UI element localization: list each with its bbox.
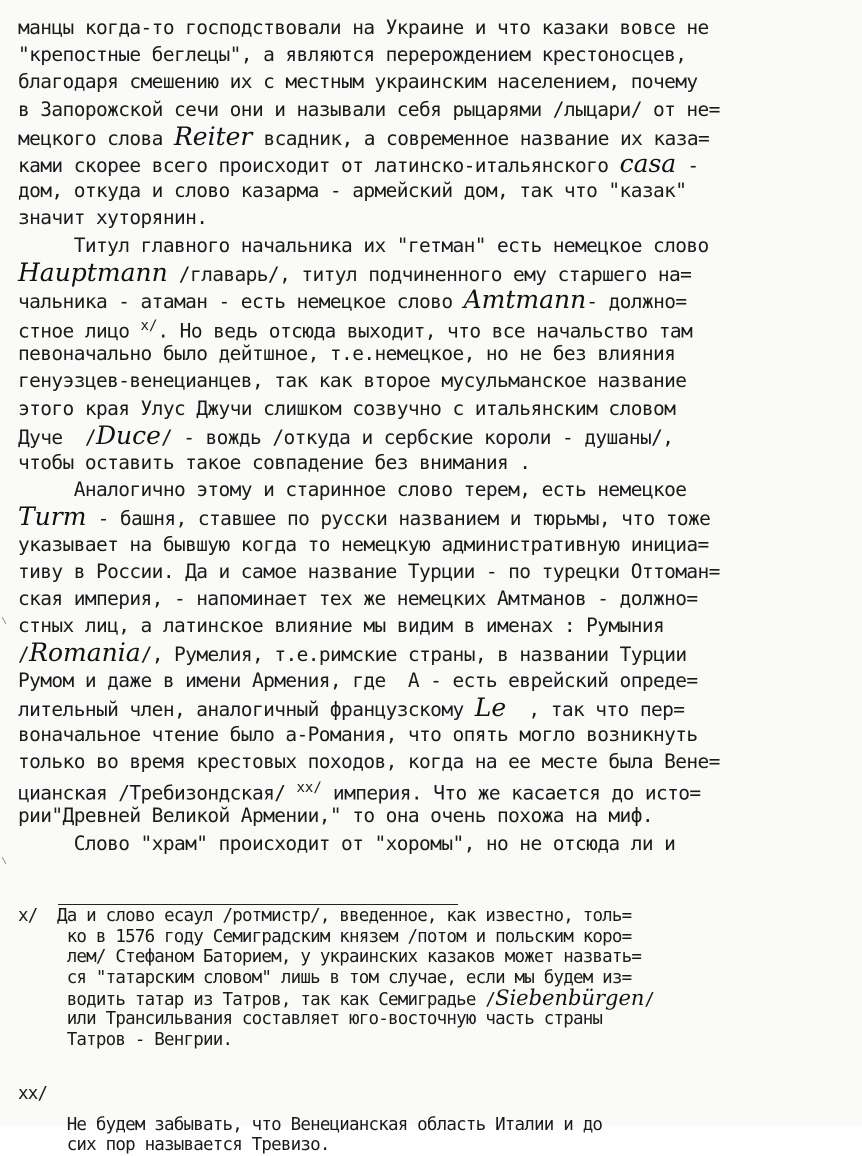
line-text: благодаря смешению их с местным украинским населением, почему (18, 70, 698, 94)
margin-mark (2, 617, 7, 624)
line-text: - (676, 153, 699, 177)
line-text: тиву в России. Да и самое название Турции - по турецки Оттоман= (18, 559, 720, 583)
footnote-text: сих пор называется Тревизо. (66, 1135, 330, 1156)
line-text: стное лицо (18, 319, 141, 343)
handwritten-word: Reiter (173, 121, 253, 151)
text-line (18, 204, 848, 231)
line-text: стных лиц, а латинское влияние мы видим в именах : Румыния (18, 614, 665, 638)
line-text: Румом и даже в имени Армения, где А - есть еврейский опреде= (18, 668, 698, 692)
text-line (18, 667, 848, 694)
footnote-marker: хх/ (296, 780, 322, 797)
line-text: - башня, ставшее по русски названием и тюрьмы, что тоже (86, 507, 711, 531)
line-text: манцы когда-то господствовали на Украине и что казаки вовсе не (18, 16, 709, 39)
footnote-line (18, 1009, 848, 1030)
footnote-text: Татров - Венгрии. (66, 1029, 233, 1050)
text-line (18, 313, 848, 343)
margin-mark (2, 857, 7, 864)
footnote-text: / (644, 990, 655, 1011)
text-line (18, 830, 848, 857)
footnote-text: лем/ Стефаном Баторием, у украинских казаков может назвать= (66, 947, 642, 968)
line-text: ская империя, - напоминает тех же немецких Амтманов - должно= (18, 586, 698, 610)
line-text: только во время крестовых походов, когда на ее месте была Вене= (18, 750, 720, 774)
handwritten-word: Romania (29, 638, 141, 668)
text-line (18, 748, 848, 775)
text-line (18, 612, 848, 639)
line-text: империя. Что же касается до исто= (321, 781, 701, 805)
footnote-text: водить татар из Татров, так как Семиградье / (66, 990, 496, 1011)
line-text: / (18, 643, 30, 667)
text-line (18, 395, 848, 422)
main-text (18, 14, 848, 857)
footnote-line (18, 1084, 848, 1105)
line-text: чальника - атаман - есть немецкое слово (18, 289, 464, 313)
text-line (18, 775, 848, 805)
footnote-line (18, 1135, 848, 1156)
footnote-text: Не будем забывать, что Венецианская область Италии и до (66, 1114, 603, 1135)
footnote-marker: хх/ (18, 1084, 48, 1105)
line-text: лительный член, аналогичный французскому (18, 697, 475, 721)
line-text: Титул главного начальника их "гетман" есть немецкое слово (18, 233, 709, 257)
text-line (18, 68, 848, 95)
line-text: рии"Древней Великой Армении," то она очень похожа на миф. (18, 804, 653, 828)
footnote-line (18, 988, 848, 1009)
text-line (18, 150, 848, 177)
footnote-line (18, 1030, 848, 1051)
text-line (18, 531, 848, 558)
line-text: , так что пер= (506, 697, 685, 721)
line-text: - должно= (586, 289, 687, 313)
text-line (18, 41, 848, 68)
text-line (18, 503, 848, 530)
line-text: Слово "храм" происходит от "хоромы", но не отсюда ли и (18, 831, 676, 855)
handwritten-word: Hauptmann (18, 257, 168, 287)
line-text: Аналогично этому и старинное слово терем, есть немецкое (18, 478, 687, 502)
line-text: / - вождь /откуда и сербские короли - душаны/, (160, 425, 674, 449)
footnote-text: Да и слово есаул /ротмистр/, введенное, как известно, толь= (56, 906, 632, 926)
line-text: указывает на бывшую когда то немецкую административную инициа= (18, 532, 709, 556)
text-line (18, 96, 848, 123)
line-text: всадник, а современное название их каза= (252, 126, 710, 150)
line-text: в Запорожской сечи они и называли себя рыцарями /лыцари/ от не= (18, 97, 720, 121)
line-text: этого края Улус Джучи слишком созвучно с итальянским словом (18, 396, 676, 420)
text-line (18, 802, 848, 829)
handwritten-word: casa (619, 148, 677, 178)
handwritten-word: Turm (18, 502, 87, 532)
line-text: . Но ведь отсюда выходит, что все начальство там (157, 319, 693, 343)
footnote-spacer (18, 1050, 848, 1084)
line-text: генуэзцев-венецианцев, так как второе мусульманское название (18, 369, 687, 393)
footnote-marker: х/ (140, 318, 158, 335)
text-line (18, 476, 848, 503)
text-line (18, 259, 848, 286)
text-line (18, 449, 848, 476)
footnote-line (18, 947, 848, 968)
footnote-rule (58, 904, 458, 905)
text-line (18, 286, 848, 313)
line-text: дом, откуда и слово казарма - армейский дом, так что "казак" (18, 179, 687, 203)
footnote-line (18, 927, 848, 948)
handwritten-word: Le (474, 692, 507, 722)
text-line (18, 558, 848, 585)
text-line (18, 585, 848, 612)
line-text: чтобы оставить такое совпадение без внимания . (18, 451, 531, 474)
footnote-marker: х/ (18, 906, 38, 926)
text-line (18, 232, 848, 259)
text-line (18, 721, 848, 748)
text-line (18, 694, 848, 721)
line-text: значит хуторянин. (18, 206, 208, 230)
line-text: ками скорее всего происходит от латинско-итальянского (18, 153, 620, 177)
footnote-text: ко в 1576 году Семиградским князем /потом и польским коро= (66, 926, 632, 947)
handwritten-word: Siebenbürgen (495, 986, 645, 1011)
handwritten-word: Amtmann (463, 284, 587, 314)
line-text: /главарь/, титул подчиненного ему старшего на= (167, 262, 692, 286)
footnote-line (18, 968, 848, 989)
line-text: "крепостные беглецы", а являются перерождением крестоносцев, (18, 43, 687, 67)
line-text: цианская /Требизондская/ (18, 781, 297, 805)
line-text: певоначально было дейтшное, т.е.немецкое, но не без влияния (18, 342, 676, 366)
line-text: Дуче / (18, 425, 96, 449)
footnote-spacer (18, 1105, 848, 1115)
handwritten-word: Duce (95, 420, 161, 450)
text-line (18, 367, 848, 394)
footnote-line (18, 906, 848, 927)
text-line (18, 340, 848, 367)
line-text: воначальное чтение было а-Романия, что опять могло возникнуть (18, 722, 698, 746)
line-text: мецкого слова (18, 126, 174, 150)
text-line (18, 177, 848, 204)
line-text: /, Румелия, т.е.римские страны, в названии Турции (140, 643, 687, 667)
text-line (18, 422, 848, 449)
footnotes (18, 906, 848, 1156)
text-line (18, 639, 848, 666)
footnote-line (18, 1115, 848, 1136)
text-line (18, 123, 848, 150)
footnote-text: ся "татарским словом" лишь в том случае, если мы будем из= (66, 967, 632, 988)
text-line (18, 14, 848, 41)
footnote-text: или Трансильвания составляет юго-восточную часть страны (66, 1008, 603, 1029)
